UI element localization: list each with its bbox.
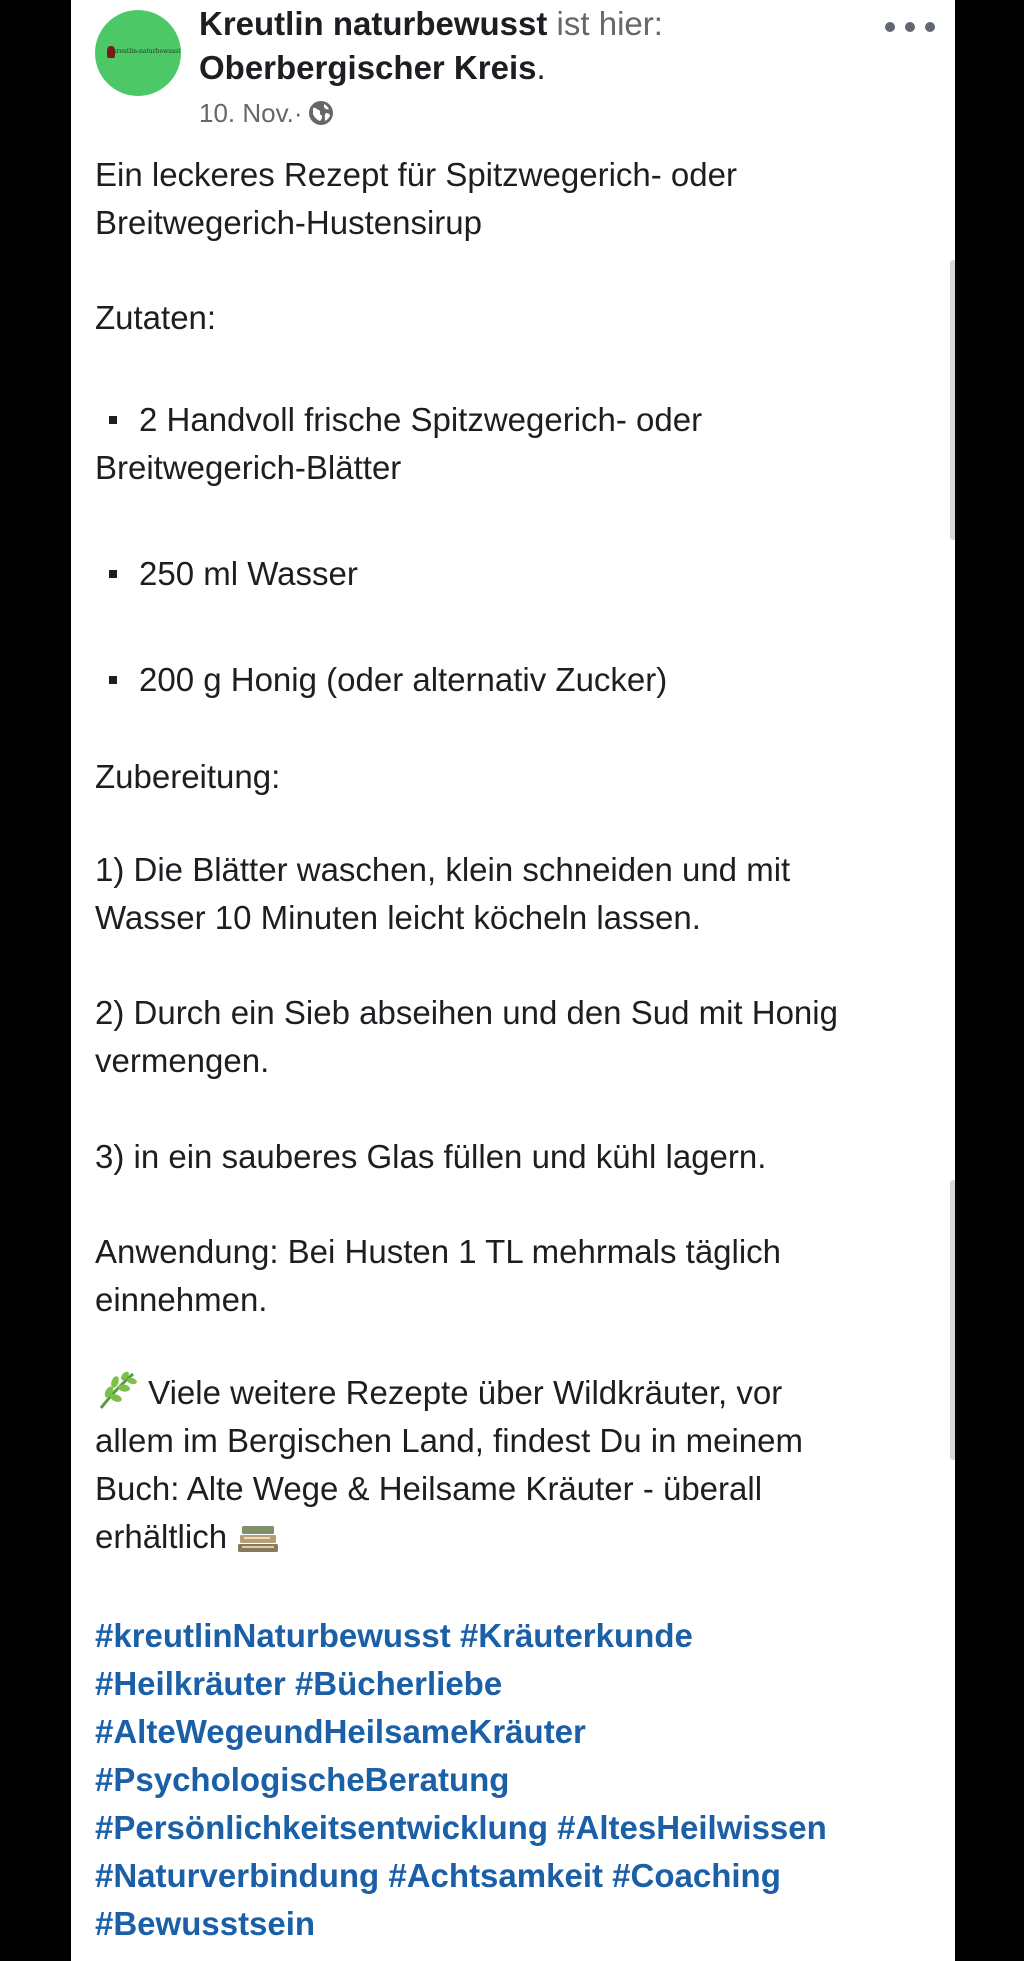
promo-text: erhältlich <box>95 1518 237 1555</box>
promo-text: allem im Bergischen Land, findest Du in meinem <box>95 1422 804 1459</box>
avatar[interactable] <box>95 10 181 96</box>
scrollbar-track[interactable] <box>950 1180 955 1460</box>
location-suffix: . <box>536 49 546 86</box>
hashtag-link[interactable]: #PsychologischeBeratung <box>95 1761 510 1798</box>
post-title-line: Ein leckeres Rezept für Spitzwegerich- oder <box>95 156 737 193</box>
ingredient-item <box>95 656 941 704</box>
ingredient-item <box>95 550 941 598</box>
hashtag-link[interactable]: #Persönlichkeitsentwicklung <box>95 1809 548 1846</box>
hashtag-line <box>95 1660 827 1708</box>
hashtag-link[interactable]: #Heilkräuter <box>95 1665 286 1702</box>
post-location <box>199 48 546 88</box>
location-link[interactable]: Oberbergischer Kreis <box>199 49 537 86</box>
post-header <box>199 4 663 44</box>
step-text: vermengen. <box>95 1042 270 1079</box>
hashtag-line <box>95 1852 827 1900</box>
ingredient-text: 250 ml Wasser <box>139 555 358 592</box>
more-dot <box>905 22 915 32</box>
hashtag-link[interactable]: #Bewusstsein <box>95 1905 316 1942</box>
usage-note <box>95 1228 941 1324</box>
post-meta <box>199 96 335 130</box>
more-dot <box>925 22 935 32</box>
hashtag-line <box>95 1612 827 1660</box>
step-text: 2) Durch ein Sieb abseihen und den Sud mit Honig <box>95 994 838 1031</box>
book-promo <box>95 1369 941 1561</box>
hashtag-link[interactable]: #Coaching <box>612 1857 781 1894</box>
ingredient-text-continued: Breitwegerich-Blätter <box>95 449 402 486</box>
meta-separator: · <box>293 98 303 128</box>
ingredient-item <box>95 396 941 492</box>
preparation-heading: Zubereitung: <box>95 758 281 795</box>
step-text: Wasser 10 Minuten leicht köcheln lassen. <box>95 899 701 936</box>
more-dot <box>885 22 895 32</box>
bullet-marker <box>109 676 117 684</box>
preparation-step <box>95 989 941 1085</box>
post-date[interactable]: 10. Nov. <box>199 98 294 128</box>
usage-text: einnehmen. <box>95 1281 268 1318</box>
preparation-step <box>95 846 941 942</box>
hashtag-link[interactable]: #Bücherliebe <box>294 1665 503 1702</box>
more-options-button[interactable] <box>885 14 935 40</box>
herb-icon <box>95 1370 139 1410</box>
avatar-logo-text: kreutlin-naturbewusst <box>113 48 181 55</box>
ingredients-heading: Zutaten: <box>95 299 217 336</box>
hashtag-list <box>95 1612 827 1948</box>
bullet-marker <box>109 570 117 578</box>
hashtag-link[interactable]: #Naturverbindung <box>95 1857 380 1894</box>
usage-text: Anwendung: Bei Husten 1 TL mehrmals täglich <box>95 1233 782 1270</box>
hashtag-line <box>95 1900 827 1948</box>
checkin-label: ist hier: <box>547 5 663 42</box>
scrollbar-track[interactable] <box>950 260 955 540</box>
preparation-step <box>95 1133 941 1181</box>
hashtag-link[interactable]: #AltesHeilwissen <box>557 1809 827 1846</box>
promo-text: Buch: Alte Wege & Heilsame Kräuter - überall <box>95 1470 763 1507</box>
hashtag-link[interactable]: #AlteWegeundHeilsameKräuter <box>95 1713 586 1750</box>
post-title-line: Breitwegerich-Hustensirup <box>95 204 482 241</box>
books-icon <box>236 1520 280 1554</box>
ingredient-text: 2 Handvoll frische Spitzwegerich- oder <box>139 401 703 438</box>
bullet-marker <box>109 416 117 424</box>
hashtag-line <box>95 1756 827 1804</box>
hashtag-line <box>95 1804 827 1852</box>
hashtag-link[interactable]: #Kräuterkunde <box>459 1617 693 1654</box>
hashtag-line <box>95 1708 827 1756</box>
step-text: 3) in ein sauberes Glas füllen und kühl lagern. <box>95 1138 767 1175</box>
globe-icon[interactable] <box>307 99 335 127</box>
hashtag-link[interactable]: #Achtsamkeit <box>388 1857 603 1894</box>
hashtag-link[interactable]: #kreutlinNaturbewusst <box>95 1617 451 1654</box>
author-name[interactable]: Kreutlin naturbewusst <box>199 5 548 42</box>
step-text: 1) Die Blätter waschen, klein schneiden und mit <box>95 851 791 888</box>
post-title <box>95 151 941 247</box>
ingredient-text: 200 g Honig (oder alternativ Zucker) <box>139 661 668 698</box>
post-card <box>71 0 955 1961</box>
promo-text: Viele weitere Rezepte über Wildkräuter, vor <box>139 1374 783 1411</box>
